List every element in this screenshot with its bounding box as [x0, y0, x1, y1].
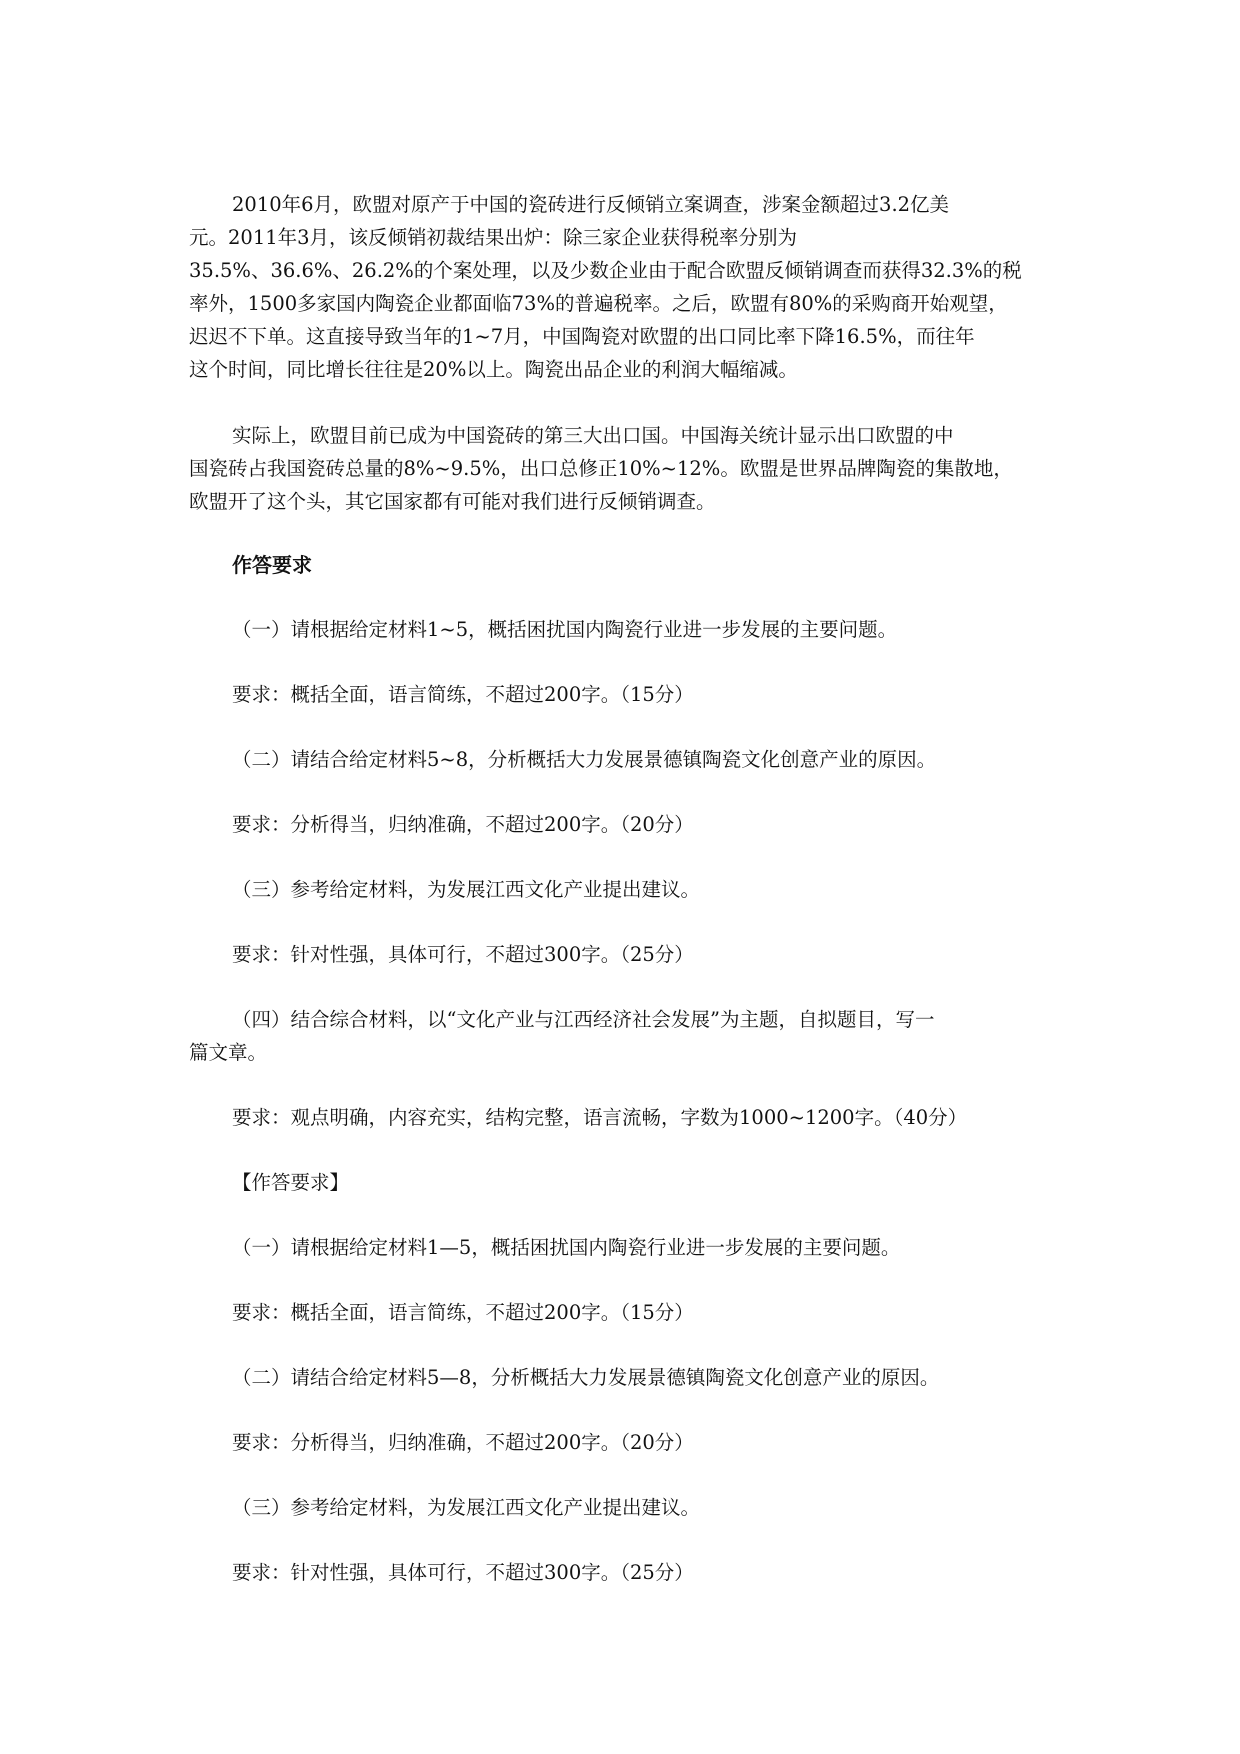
text-line: 35.5%、36.6%、26.2%的个案处理，以及少数企业由于配合欧盟反倾销调查而获得32.3%的税	[189, 259, 1022, 282]
question-2: （二）请结合给定材料5~8，分析概括大力发展景德镇陶瓷文化创意产业的原因。	[232, 748, 937, 771]
text-line: 迟迟不下单。这直接导致当年的1~7月，中国陶瓷对欧盟的出口同比率下降16.5%，而往年	[189, 325, 975, 348]
text-line: 实际上，欧盟目前已成为中国瓷砖的第三大出口国。中国海关统计显示出口欧盟的中	[232, 424, 954, 447]
document-content	[189, 188, 1051, 1589]
question-1: （一）请根据给定材料1~5，概括困扰国内陶瓷行业进一步发展的主要问题。	[232, 618, 898, 641]
requirement-4: 要求：观点明确，内容充实，结构完整，语言流畅，字数为1000~1200字。（40分）	[232, 1106, 968, 1129]
text-line: 国瓷砖占我国瓷砖总量的8%~9.5%，出口总修正10%~12%。欧盟是世界品牌陶瓷的集散地，	[189, 457, 1013, 480]
section-heading: 作答要求	[232, 553, 312, 577]
requirement-2: 要求：分析得当，归纳准确，不超过200字。（20分）	[232, 813, 694, 836]
requirement-1: 要求：概括全面，语言简练，不超过200字。（15分）	[232, 683, 694, 706]
question-3: （三）参考给定材料，为发展江西文化产业提出建议。	[232, 878, 701, 901]
text-line: 元。2011年3月，该反倾销初裁结果出炉：除三家企业获得税率分别为	[189, 226, 798, 249]
requirement-3: 要求：针对性强，具体可行，不超过300字。（25分）	[232, 943, 694, 966]
text-line: 篇文章。	[189, 1041, 268, 1064]
text-line: 2010年6月，欧盟对原产于中国的瓷砖进行反倾销立案调查，涉案金额超过3.2亿美	[232, 193, 950, 216]
requirement-2: 要求：分析得当，归纳准确，不超过200字。（20分）	[232, 1431, 694, 1454]
text-line: 欧盟开了这个头，其它国家都有可能对我们进行反倾销调查。	[189, 490, 716, 513]
text-line: 这个时间，同比增长往往是20%以上。陶瓷出品企业的利润大幅缩减。	[189, 358, 798, 381]
question-4	[189, 1003, 1051, 1069]
paragraph-eu-antidumping	[189, 188, 1051, 386]
requirement-1: 要求：概括全面，语言简练，不超过200字。（15分）	[232, 1301, 694, 1324]
question-3: （三）参考给定材料，为发展江西文化产业提出建议。	[232, 1496, 701, 1519]
question-1: （一）请根据给定材料1—5，概括困扰国内陶瓷行业进一步发展的主要问题。	[232, 1236, 901, 1259]
text-line: （四）结合综合材料，以“文化产业与江西经济社会发展”为主题，自拟题目，写一	[232, 1008, 935, 1031]
question-2: （二）请结合给定材料5—8，分析概括大力发展景德镇陶瓷文化创意产业的原因。	[232, 1366, 940, 1389]
section-heading-bracketed: 【作答要求】	[232, 1171, 350, 1194]
text-line: 率外，1500多家国内陶瓷企业都面临73%的普遍税率。之后，欧盟有80%的采购商开始观望，	[189, 292, 1008, 315]
requirement-3: 要求：针对性强，具体可行，不超过300字。（25分）	[232, 1561, 694, 1584]
paragraph-eu-export	[189, 419, 1051, 518]
